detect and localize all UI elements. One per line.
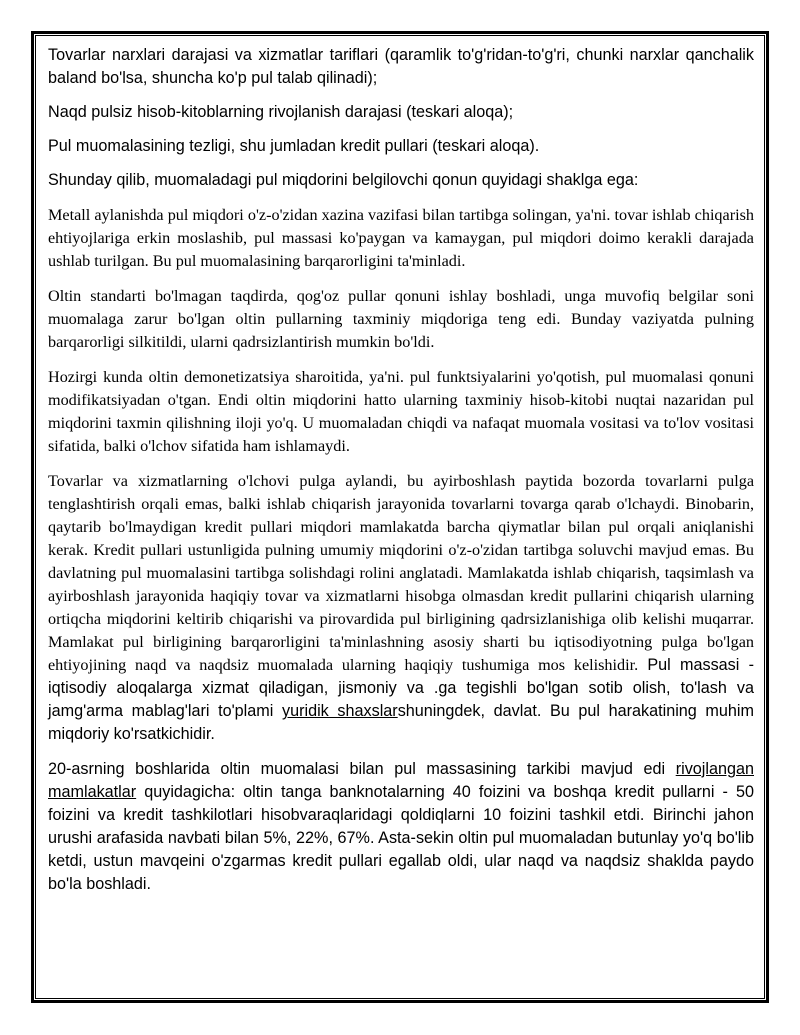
paragraph-money-supply-text: Pul massasi - iqtisodiy aloqalarga xizmat qiladigan, jismoniy va .ga tegishli bo'lgan sotib olish, to'lash va jamg'arma mablag'lari to'plami bbox=[48, 656, 754, 720]
developed-countries-link[interactable]: rivojlangan mamlakatlar bbox=[48, 760, 754, 801]
paragraph-20th-century bbox=[48, 758, 754, 896]
paragraph-metal-circulation: Metall aylanishda pul miqdori o'z-o'zidan xazina vazifasi bilan tartibga solingan, ya'ni. tovar ishlab chiqarish ehtiyojlariga erkin moslashib, pul massasi ko'paygan va kamaygan, pul miqdori doimo kerakli darajada ushlab turilgan. Bu pul muomalasining barqarorligini ta'minladi. bbox=[48, 206, 754, 270]
paragraph-money-supply-end: shuningdek, davlat. Bu pul harakatining muhim miqdoriy ko'rsatkichidir. bbox=[48, 702, 754, 743]
paragraph-20th-century-start: 20-asrning boshlarida oltin muomalasi bilan pul massasining tarkibi mavjud edi bbox=[48, 760, 676, 778]
paragraph-velocity: Pul muomalasining tezligi, shu jumladan kredit pullari (teskari aloqa). bbox=[48, 137, 540, 155]
paragraph-gold-standard: Oltin standarti bo'lmagan taqdirda, qog'oz pullar qonuni ishlay boshladi, unga muvofiq belgilar soni muomalaga zarur bo'lgan oltin pullarning taxminiy miqdoriga teng edi. Bunday vaziyatda pulning barqarorligi silkitildi, ularni qadrsizlantirish mumkin bo'ldi. bbox=[48, 287, 754, 351]
paragraph-20th-century-end: quyidagicha: oltin tanga banknotalarning 40 foizini va boshqa kredit pullarni - 50 foizini va kredit tashkilotlari hisobvaraqlaridagi qoldiqlarni 10 foizini tashkil etdi. Birinchi jahon urushi arafasida navbati bilan 5%, 22%, 67%. Asta-sekin oltin pul muomaladan butunlay yo'q bo'lib ketdi, ustun mavqeini o'zgarmas kredit pullari egallab oldi, ular naqd va naqdsiz shaklda paydo bo'la boshladi. bbox=[48, 783, 754, 893]
paragraph-cashless: Naqd pulsiz hisob-kitoblarning rivojlanish darajasi (teskari aloqa); bbox=[48, 103, 514, 121]
paragraph-demonetization: Hozirgi kunda oltin demonetizatsiya sharoitida, ya'ni. pul funktsiyalarini yo'qotish, pul muomalasi qonuni modifikatsiyadan o'tgan. Endi oltin miqdorini hatto ularning taxminiy hisob-kitobi nuqtai nazaridan pul miqdorini taxmin qilishning iloji yo'q. U muomaladan chiqdi va nafaqat muomala vositasi va to'lov vositasi sifatida, balki o'lchov sifatida ham ishlamaydi. bbox=[48, 368, 754, 455]
paragraph-law-intro: Shunday qilib, muomaladagi pul miqdorini belgilovchi qonun quyidagi shaklga ega: bbox=[48, 171, 639, 189]
document-body bbox=[48, 44, 754, 896]
paragraph-money-measure bbox=[48, 470, 754, 746]
paragraph-prices: Tovarlar narxlari darajasi va xizmatlar tariflari (qaramlik to'g'ridan-to'g'ri, chunki narxlar qanchalik baland bo'lsa, shuncha ko'p pul talab qilinadi); bbox=[48, 46, 754, 87]
legal-entities-link[interactable]: yuridik shaxslar bbox=[282, 702, 398, 720]
paragraph-money-measure-text: Tovarlar va xizmatlarning o'lchovi pulga aylandi, bu ayirboshlash paytida bozorda tovarlarni pulga tenglashtirish orqali emas, balki ishlab chiqarish jarayonida tovarlarni tovarga qarab o'lchaydi. Binobarin, qaytarib bo'lmaydigan kredit pullari miqdori mamlakatda barcha qiymatlar bilan pul orqali aniqlanishi kerak. Kredit pullari ustunligida pulning umumiy miqdorini o'z-o'zidan tartibga soluvchi mavjud emas. Bu davlatning pul muomalasini tartibga solishdagi rolini anglatadi. Mamlakatda ishlab chiqarish, taqsimlash va ayirboshlash jarayonida haqiqiy tovar va xizmatlarni hisobga olmasdan kredit pullarini chiqarish ularning ortiqcha miqdorini keltirib chiqarishi va pirovardida pul birligining qadrsizlanishiga olib kelishi muqarrar. Mamlakat pul birligining barqarorligini ta'minlashning asosiy sharti bu iqtisodiyotning pulga bo'lgan ehtiyojining naqd va naqdsiz muomalada ularning haqiqiy tushumiga mos kelishidir. bbox=[48, 472, 754, 674]
